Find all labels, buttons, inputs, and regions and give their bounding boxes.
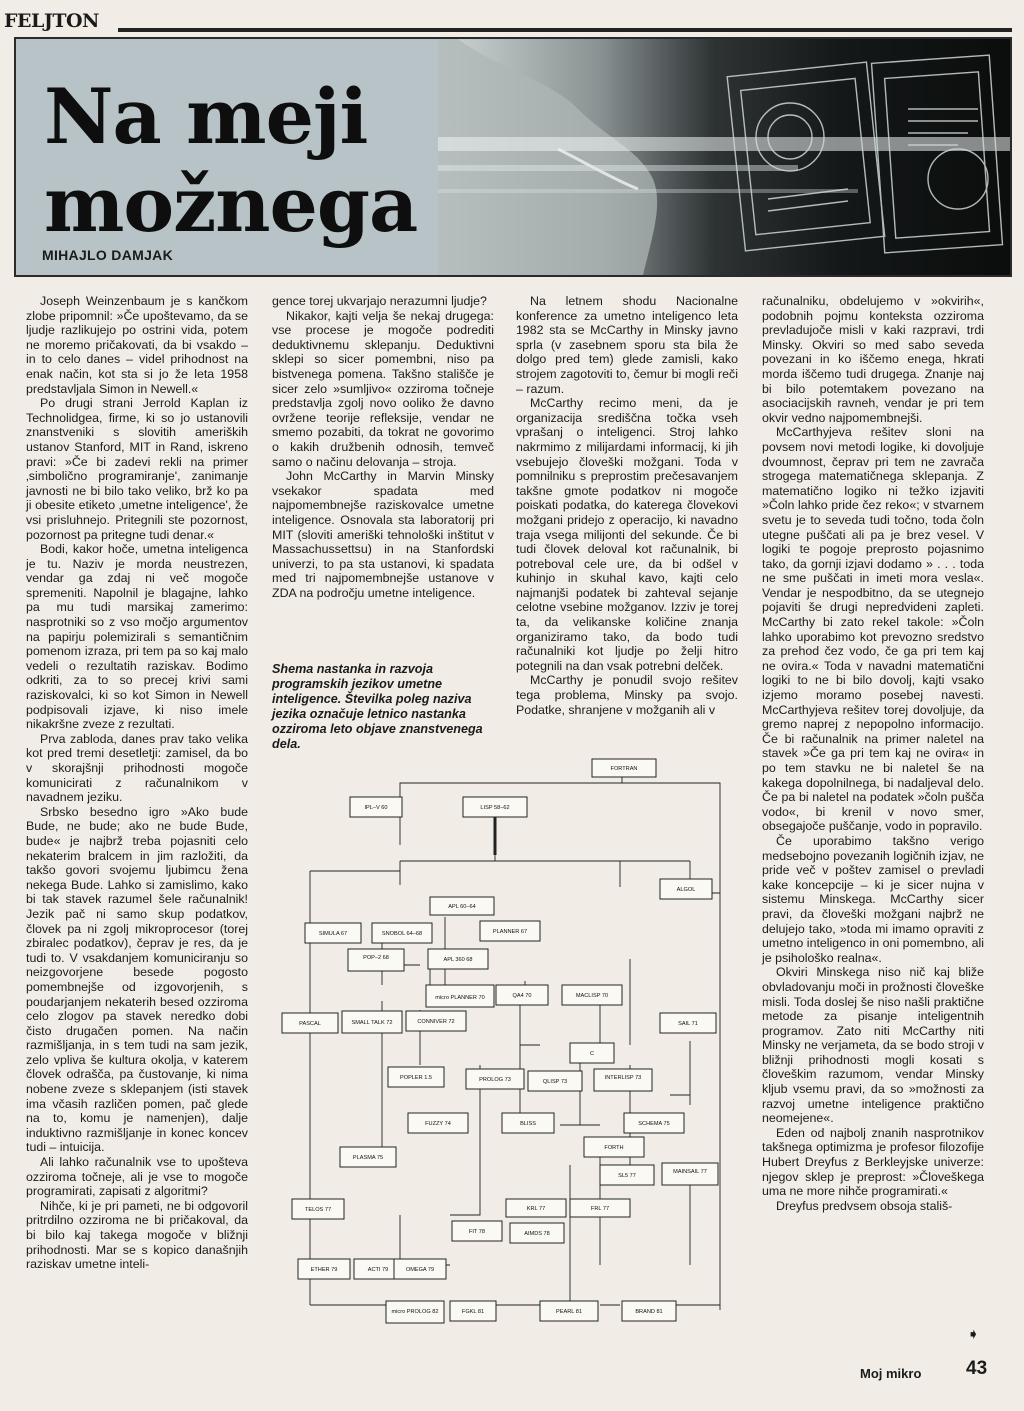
svg-text:SNOBOL 64–68: SNOBOL 64–68 [381,931,423,937]
svg-text:APL 60–64: APL 60–64 [448,904,476,910]
svg-text:KRL 77: KRL 77 [526,1206,546,1212]
paragraph: John McCarthy in Marvin Minsky vsekakor spadata med najpomembnejše raziskovalce umetne inteligence. Osnovala sta laboratorij pri MIT (sloviti ameriški tehnološki inštitut v Massachussettsu) in na Stanfordski univerzi, to pa sta ustanovi, ki spadata med tri najpomembnejše ustanove v ZDA na področju umetne inteligence. [272,469,494,600]
language-family-diagram [270,745,740,1325]
svg-text:SAIL 71: SAIL 71 [678,1021,698,1027]
paragraph: McCarthy recimo meni, da je organizacija središčna točka vseh vprašanj o inteligenci. Stroj lahko nakrmimo z milijardami informacij, ki jih vsebujejo človeški možgani. Toda v pomnilniku s preprostim prečesavanjem takšne gmote podatkov ni mogoče poiskati podatka, do katerega človekovi možgani pridejo z operacijo, ki navadno traja vsega milijonti del sekunde. Če bi tudi človek deloval kot računalnik, bi potreboval cele ure, da bi odšel v kuhinjo in skuhal kavo, kajti celo najmanjši podatek bi zahteval sejanje celotne vsebine možganov. Izziv je torej ta, da velikanske količine znanja organiziramo tako, da bodo tudi računalniki kot ljudje po želji hitro potegnili na dan vsak potrebni delček. [516,396,738,673]
arrow-right-icon: ➧ [967,1326,980,1343]
svg-text:SIMULA 67: SIMULA 67 [318,931,348,937]
svg-text:BRAND 81: BRAND 81 [635,1309,663,1315]
svg-text:C: C [589,1051,595,1057]
svg-text:PLANNER 67: PLANNER 67 [492,929,528,935]
diagram-node-pascal [282,1013,338,1033]
diagram-node-sl5 [600,1165,654,1185]
paragraph: Nihče, ki je pri pameti, ne bi odgovoril pritrdilno ozziroma ne bi pričakoval, da bi bilo kaj takega mogoče v bližnji prihodnosti. Mar se s kopico današnjih raziskav umetne inteli- [26,1198,248,1272]
diagram-node-lisp [463,797,527,817]
text-column-3 [516,294,738,717]
section-rule [118,28,1012,32]
diagram-node-algol [660,879,712,899]
magazine-name: Moj mikro [860,1366,922,1381]
diagram-node-pearl [540,1301,598,1321]
svg-text:FIT 78: FIT 78 [468,1229,486,1235]
svg-text:SCHEMA 75: SCHEMA 75 [638,1121,670,1127]
svg-text:TELOS 77: TELOS 77 [304,1207,332,1213]
text-column-2 [272,294,494,600]
paragraph: McCarthy je ponudil svojo rešitev tega problema, Minsky pa svojo. Podatke, shranjene v možganih ali v [516,673,738,717]
paragraph: Eden od najbolj znanih nasprotnikov takšnega optimizma je profesor filozofije Hubert Dreyfus z Berkleyjske univerze: njegov sklep je preprost: »Človeškega uma ne more nihče programirati.« [762,1125,984,1199]
svg-text:LISP 58–62: LISP 58–62 [480,805,510,811]
author-byline: MIHAJLO DAMJAK [42,247,173,263]
diagram-node-pop2 [348,949,404,971]
paragraph: Srbsko besedno igro »Ako bude Bude, ne bude; ako ne bude Bude, bude« je najbrž treba pojasniti celo nekaterim bralcem in jim razložiti, da takšo govori svojemu ljubimcu žena nekega Bude. Lahko si zamislimo, kako bi tak stavek razumel šele računalnik! Jezik pač ni samo skup podatkov, človek pa ni zgolj mikroprocesor (torej zbiralec podatkov), čeprav je res, da je tudi to. V vsakdanjem komuniciranju so neizgovorjene besede pogosto pomembnejše od izgovorjenih, s poudarjanjem nekaterih besed ozziroma celo zlogov pa stavek neredko dobi čisto drugačen pomen. Na način razmišljanja, in s tem tudi na sam jezik, zelo vpliva še kultura okolja, v katerem človek odrašča, pa čustovanje, ki nima nobene zveze s sklepanjem (isti stavek ima včasih različen pomen, pač glede na to, komu je namenjen), dalje induktivno razmišljanje in konec koncev tudi – intuicija. [26,804,248,1155]
diagram-node-microplanner [426,985,494,1007]
diagram-caption: Shema nastanka in razvoja programskih jezikov umetne inteligence. Številka poleg naziva jezika označuje letnico nastanka ozziroma leto objave znanstvenega dela. [272,662,483,751]
paragraph: Po drugi strani Jerrold Kaplan iz Technolidgea, firme, ki so jo ustanovili znanstveniki s slovitih ameriških ustanov Stanford, MIT in Rand, iskreno pravi: »Če bi zadevi rekli na primer ‚simbolično programiranje', zanimanje javnosti ne bi bilo tako veliko, brž ko pa ji obesite etiketo ‚umetne inteligence', že vsi prisluhnejo. Pritegnili ste pozornost, pozornost pa pritegne tudi denar.« [26,396,248,542]
diagram-node-mainsail [662,1163,718,1185]
diagram-node-aimds [510,1223,564,1243]
diagram-node-fit [452,1221,502,1241]
diagram-node-ether [298,1259,350,1279]
diagram-node-forth [584,1137,644,1157]
diagram-node-sail [660,1013,716,1033]
diagram-node-conniver [406,1011,466,1031]
header-photo [438,39,1012,275]
diagram-node-smalltalk [342,1011,402,1033]
diagram-node-plasma [340,1147,396,1167]
diagram-node-frl [570,1199,630,1217]
paragraph: gence torej ukvarjajo nerazumni ljudje? [272,294,487,308]
article-title-line1: Na meji [44,72,368,161]
paragraph: Na letnem shodu Nacionalne konference za umetno inteligenco leta 1982 sta se McCarthy in Minsky javno sprla (v zasebnem sporu sta bila že dolgo pred tem) glede zamisli, kako strojem zagotoviti to, čemur bi mogli reči – razum. [516,294,738,396]
svg-text:PASCAL: PASCAL [299,1021,321,1027]
paragraph: računalniku, obdelujemo v »okvirih«, podobnih pojmu konteksta ozziroma prevladujoče misli v kaki razpravi, trdi Minsky. Okviri so med sabo seveda povezani in ko iščemo enega, hkrati morda iščemo tudi drugega. Znanje naj bi bilo potemtakem povezano na asociacijskih ravneh, vendar je pri tem okvir vedno najpomembnejši. [762,294,984,425]
svg-text:OMEGA 79: OMEGA 79 [405,1267,435,1273]
diagram-node-krl [506,1199,566,1217]
diagram-node-microprolog [386,1301,444,1323]
svg-text:MACLISP 70: MACLISP 70 [575,993,609,999]
svg-text:PROLOG 73: PROLOG 73 [479,1077,511,1083]
paragraph: Nikakor, kajti velja še nekaj drugega: vse procese je mogoče podrediti deduktivnemu sklepanju. Deduktivni sklepi so sicer pomembni, niso pa bistvenega pomena. Takšno stališče je sicer zelo »sumljivo« ozziroma točneje predstavlja zgolj novo ooliko že davno ovržene teorije refleksije, vendar ne smemo pozabiti, da tokrat ne govorimo o kakih družbenih odnosih, temveč samo o načinu delovanja – stroja. [272,308,494,469]
svg-text:POPLER 1.5: POPLER 1.5 [399,1075,433,1081]
svg-text:PLASMA 75: PLASMA 75 [352,1155,384,1161]
diagram-node-fuzzy [408,1113,468,1133]
paragraph: McCarthyjeva rešitev sloni na povsem novi metodi logike, ki dovoljuje dvoumnost, čeprav pri tem ne zavrača strogega matematičnega sklepanja. Z matematično logiko ni težko izjaviti »Čoln lahko pride čez reko«; v stvarnem svetu je to seveda tudi točno, toda čoln utegne puščati ali pa je brez vesel. V logiki te pogoje preprosto pojasnimo tako, da gornji izjavi dodamo » . . . toda ne sme puščati in imeti mora vesla«. Vendar je nespodbitno, da se utegnejo pojaviti še drugi nepredvideni zapleti. McCarthy bi zato rekel takole: »Čoln lahko uporabimo kot prevozno sredstvo za prehod čez vodo, če ga pri tem kaj ne ovira.« Toda v navadni matematični logiki to ne bi bilo dovolj, kajti vsako izjemo moramo posebej navesti. McCarthyjeva rešitev torej dovoljuje, da gremo naprej z nepopolno informacijo. Če bi računalnik na primer naletel na stavek »Če ga pri tem kaj ne ovira« in po tem stavku ne bi naletel še na kakega dopolnilnega, bi nadaljeval delo. Če pa bi naletel na podatek »čoln pušča vodo«, bi krenil v novo smer, obsegajoče puščanje, vodo in popravilo. [762,425,984,834]
paragraph: Prva zabloda, danes prav tako velika kot pred tremi desetletji: zamisel, da bo v skorajšnji prihodnosti mogoče komunicirati z računalnikom v navadnem jeziku. [26,731,248,805]
diagram-node-c [570,1043,614,1063]
svg-text:APL 360 68: APL 360 68 [443,957,473,963]
svg-text:SMALL TALK 72: SMALL TALK 72 [351,1020,393,1026]
diagram-node-planner [480,921,540,941]
diagram-node-brand [622,1301,676,1321]
diagram-node-telos [292,1199,344,1219]
paragraph: Če uporabimo takšno verigo medsebojno povezanih logičnih izjav, ne pride več v poštev zamisel o prevladi kake koncepcije – ki je sicer nujna v sistemu Minskega. McCarthy sicer pravi, da človeški možgani najbrž ne delujejo tako, »toda mi imamo opraviti z umetno inteligenco in oni pomembno, ali je psihološko realna«. [762,833,984,965]
svg-text:FUZZY 74: FUZZY 74 [425,1121,451,1127]
diagram-node-interlisp [594,1069,652,1091]
svg-text:ACTI 79: ACTI 79 [367,1267,389,1273]
section-label: FELJTON [4,10,99,32]
svg-text:FGKL 81: FGKL 81 [461,1309,485,1315]
svg-text:FRL 77: FRL 77 [590,1206,610,1212]
paragraph: Okviri Minskega niso nič kaj bliže obvladovanju moči in prožnosti človeške misli. Toda doslej še niso našli praktične metode za pisanje inteligentnih programov. Zato niti McCarthy niti Minsky ne verjameta, da se bodo stroji v bližnji prihodnosti mogli kosati s človeškim razumom, vendar Minsky kljub vsemu pravi, da so »možnosti za razvoj umetne inteligence praktično neomejene«. [762,965,984,1126]
diagram-node-simula [305,923,361,943]
svg-text:SL5 77: SL5 77 [618,1173,636,1179]
diagram-node-apl-360 [428,949,488,969]
svg-text:IPL–V 60: IPL–V 60 [364,805,388,811]
text-column-4 [762,294,984,1213]
diagram-node-popler [388,1067,444,1087]
diagram-node-ipl [350,797,402,817]
face-with-monitors-illustration [438,39,1012,275]
svg-text:FORTH: FORTH [604,1145,624,1151]
diagram-node-maclisp [562,985,622,1005]
svg-text:micro PROLOG 82: micro PROLOG 82 [391,1309,439,1315]
diagram-node-bliss [502,1113,554,1133]
title-banner [14,37,1012,277]
svg-text:MAINSAIL 77: MAINSAIL 77 [673,1169,707,1175]
svg-text:micro PLANNER 70: micro PLANNER 70 [435,995,485,1001]
diagram-node-fortran [592,759,656,777]
diagram-node-qlisp [528,1071,582,1091]
svg-text:QA4 70: QA4 70 [512,993,532,999]
diagram-node-prolog [466,1069,524,1089]
svg-text:ETHER 79: ETHER 79 [310,1267,338,1273]
svg-text:POP–2 68: POP–2 68 [363,955,389,961]
paragraph: Bodi, kakor hoče, umetna inteligenca je tu. Naziv je morda neustrezen, vendar ga zdaj ni več mogoče spremeniti. Napolnil je blagajne, lahko pa mu tudi marsikaj zamerimo: nasprotniki so z vso močjo argumentov na papirju polemizirali s semantičnim pomenom izraza, pri tem pa so kaj malo vedeli o rezultatih raziskav. Bodimo odkriti, za to so precej krivi sami raziskovalci, ki so kot Simon in Newell podpisovali izjave, ki niso imele nikakršne zveze z rezultati. [26,542,248,732]
text-column-1 [26,294,248,1272]
svg-text:FORTRAN: FORTRAN [610,766,638,772]
diagram-node-snobol [372,923,432,943]
svg-text:PEARL 81: PEARL 81 [556,1309,582,1315]
svg-text:CONNIVER 72: CONNIVER 72 [417,1019,455,1025]
svg-text:ALGOL: ALGOL [676,887,696,893]
diagram-node-omega [394,1259,446,1279]
svg-text:BLISS: BLISS [520,1121,536,1127]
page-number: 43 [966,1358,988,1379]
diagram-node-qa4 [496,985,548,1005]
diagram-node-fgkl [450,1301,496,1321]
svg-text:AIMDS 78: AIMDS 78 [524,1231,550,1237]
article-title-line2: možnega [44,160,418,249]
paragraph: Dreyfus predvsem obsoja stališ- [776,1198,953,1213]
diagram-node-apl-60-64 [430,897,494,915]
svg-text:QLISP 73: QLISP 73 [542,1079,568,1085]
diagram-node-schema [624,1113,684,1133]
paragraph: Joseph Weinzenbaum je s kančkom zlobe pripomnil: »Če upoštevamo, da se ljudje razlikujejo po ostrini vida, potem ne moremo pričakovati, da bi vsakdo – in to celo danes – videl prihodnost na enak način, kot sta si jo že leta 1958 predstavljala Simon in Newell.« [26,294,248,396]
svg-text:INTERLISP 73: INTERLISP 73 [604,1075,642,1081]
paragraph: Ali lahko računalnik vse to upošteva ozziroma točneje, ali je vse to mogoče programirati, zapisati z algoritmi? [26,1155,248,1199]
